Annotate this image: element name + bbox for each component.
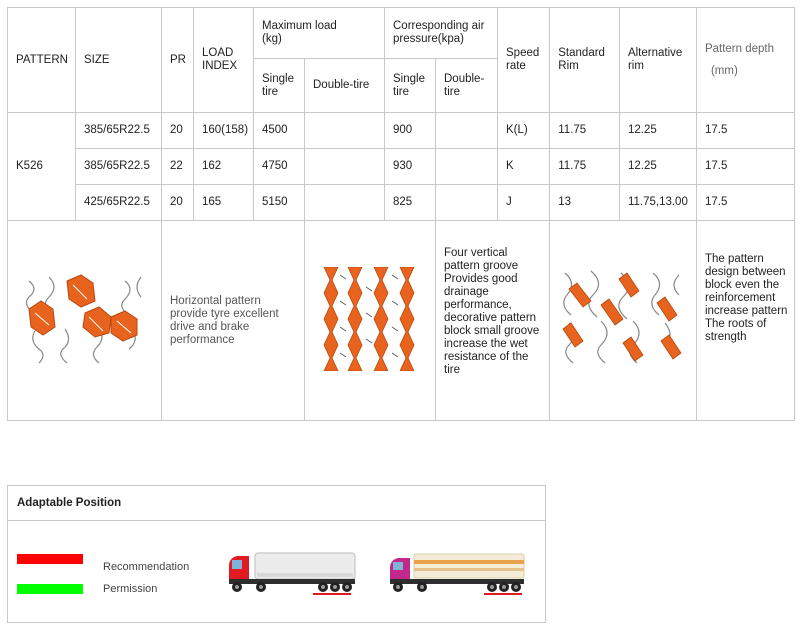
cell-pr: 20 xyxy=(162,185,194,221)
header-standard-rim: Standard Rim xyxy=(550,8,620,113)
cell-pressure-single: 900 xyxy=(385,113,436,149)
cell-depth: 17.5 xyxy=(696,149,794,185)
header-load-double: Double-tire xyxy=(305,59,385,113)
adaptable-position-panel xyxy=(7,485,546,623)
cell-speed: K xyxy=(498,149,550,185)
header-air-pressure: Corresponding air pressure(kpa) xyxy=(385,8,498,59)
cell-load-index: 165 xyxy=(194,185,254,221)
table-row xyxy=(8,113,795,149)
header-load-single: Single tire xyxy=(254,59,305,113)
header-size: SIZE xyxy=(76,8,162,113)
cell-load-double xyxy=(305,113,385,149)
cell-depth: 17.5 xyxy=(696,185,794,221)
cell-alt-rim: 11.75,13.00 xyxy=(619,185,696,221)
cell-load-index: 162 xyxy=(194,149,254,185)
header-pressure-single: Single tire xyxy=(385,59,436,113)
cell-pr: 20 xyxy=(162,113,194,149)
table-row xyxy=(8,149,795,185)
header-pattern-depth xyxy=(696,8,794,113)
feature-row xyxy=(8,221,795,421)
cell-size: 385/65R22.5 xyxy=(76,113,162,149)
table-row xyxy=(8,185,795,221)
pattern-depth-unit: (mm) xyxy=(710,64,738,77)
cell-load-double xyxy=(305,149,385,185)
tread-image-2-cell xyxy=(305,221,436,421)
tread-pattern-horizontal-icon xyxy=(25,271,145,367)
pattern-name: K526 xyxy=(8,113,76,221)
cell-pressure-double xyxy=(436,185,498,221)
cell-speed: J xyxy=(498,185,550,221)
cell-load-single: 5150 xyxy=(254,185,305,221)
header-speed-rate: Speed rate xyxy=(498,8,550,113)
cell-alt-rim: 12.25 xyxy=(619,149,696,185)
recommendation-label: Recommendation xyxy=(103,561,190,573)
cell-load-single: 4750 xyxy=(254,149,305,185)
cell-speed: K(L) xyxy=(498,113,550,149)
cell-std-rim: 11.75 xyxy=(550,149,620,185)
pattern-depth-label: Pattern depth xyxy=(704,42,775,55)
header-load-index: LOAD INDEX xyxy=(194,8,254,113)
adaptable-position-title: Adaptable Position xyxy=(8,486,545,521)
cell-alt-rim: 12.25 xyxy=(619,113,696,149)
cell-load-single: 4500 xyxy=(254,113,305,149)
cell-pressure-single: 825 xyxy=(385,185,436,221)
cell-std-rim: 11.75 xyxy=(550,113,620,149)
red-tanker-truck-icon xyxy=(227,550,357,596)
tread-image-1-cell xyxy=(8,221,162,421)
permission-swatch xyxy=(17,584,83,594)
pink-cargo-truck-icon xyxy=(388,550,528,596)
tread-pattern-diagonal-icon xyxy=(561,269,685,369)
cell-pressure-double xyxy=(436,149,498,185)
cell-pressure-double xyxy=(436,113,498,149)
tread-image-3-cell xyxy=(550,221,697,421)
header-pr: PR xyxy=(162,8,194,113)
cell-depth: 17.5 xyxy=(696,113,794,149)
spec-table xyxy=(7,7,795,421)
feature-description-1: Horizontal pattern provide tyre excellent drive and brake performance xyxy=(162,221,305,421)
cell-size: 385/65R22.5 xyxy=(76,149,162,185)
header-alternative-rim: Alternative rim xyxy=(619,8,696,113)
cell-size: 425/65R22.5 xyxy=(76,185,162,221)
header-pressure-double: Double-tire xyxy=(436,59,498,113)
header-max-load: Maximum load (kg) xyxy=(254,8,385,59)
feature-description-3: The pattern design between block even the reinforcement increase pattern The roots of strength xyxy=(696,221,794,421)
cell-pr: 22 xyxy=(162,149,194,185)
recommendation-swatch xyxy=(17,554,83,564)
cell-pressure-single: 930 xyxy=(385,149,436,185)
cell-load-double xyxy=(305,185,385,221)
tread-pattern-vertical-icon xyxy=(322,267,418,371)
cell-load-index: 160(158) xyxy=(194,113,254,149)
feature-description-2: Four vertical pattern groove Provides good drainage performance, decorative pattern block small groove increase the wet resistance of the tire xyxy=(436,221,550,421)
permission-label: Permission xyxy=(103,583,158,595)
cell-std-rim: 13 xyxy=(550,185,620,221)
header-pattern: PATTERN xyxy=(8,8,76,113)
